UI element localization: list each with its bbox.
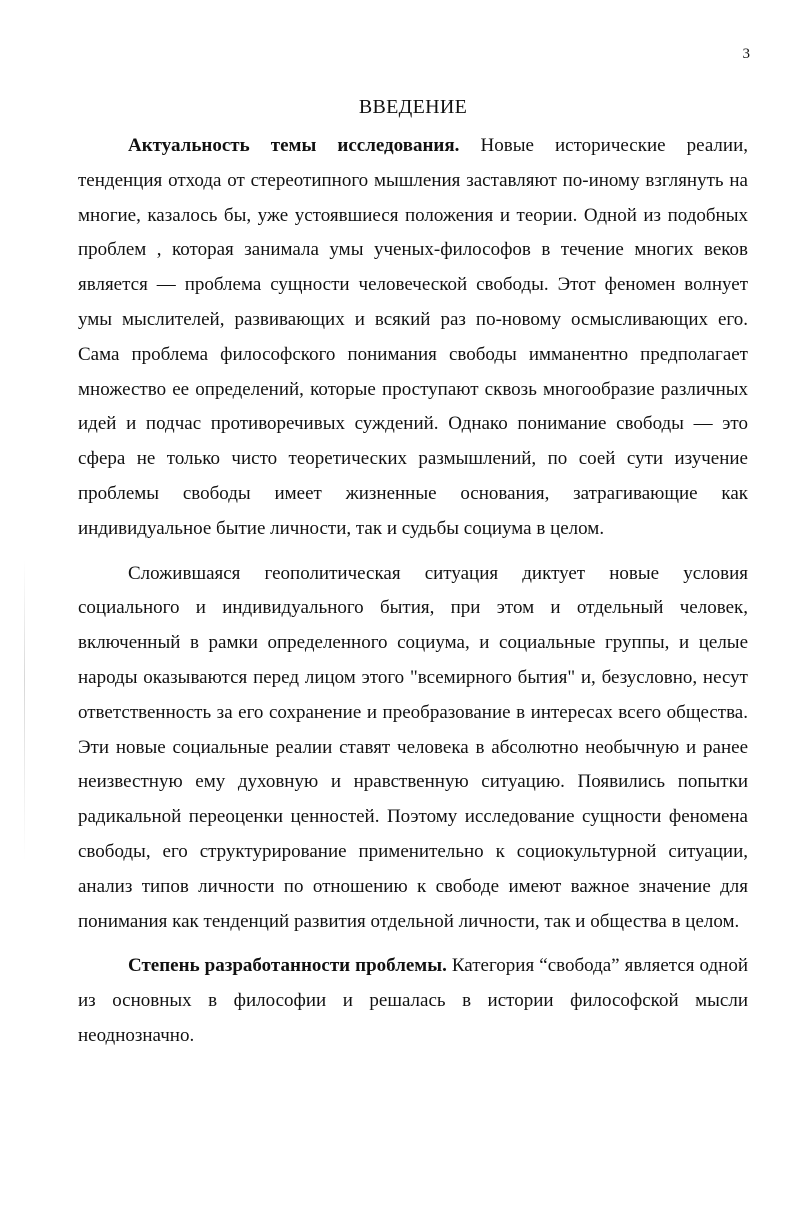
paragraph-degree-of-study bbox=[78, 949, 748, 1053]
paragraph-text: Категория “свобода” является одной из основных в философии и решалась в истории философской мысли неоднозначно. bbox=[78, 955, 749, 1046]
document-body bbox=[78, 96, 748, 1064]
scan-margin-mark bbox=[24, 560, 25, 860]
paragraph-text: Сложившаяся геополитическая ситуация диктует новые условия социального и индивидуального бытия, при этом и отдельный человек, включенный в рамки определенного социума, и социальные группы, и целые народы оказываются перед лицом этого "всемирного бытия" и, безусловно, несут ответственность за его сохранение и преобразование в интересах всего общества. Эти новые социальные реалии ставят человека в абсолютно необычную и ранее неизвестную ему духовную и нравственную ситуацию. Появились попытки радикальной переоценки ценностей. Поэтому исследование сущности феномена свободы, его структурирование применительно к социокультурной ситуации, анализ типов личности по отношению к свободе имеют важное значение для понимания как тенденций развития отдельной личности, так и общества в целом. bbox=[78, 562, 748, 932]
paragraph-geopolitics bbox=[78, 557, 748, 940]
paragraph-heading-relevance: Актуальность темы исследования. bbox=[128, 135, 460, 156]
paragraph-text: Новые исторические реалии, тенденция отхода от стереотипного мышления заставляют по-иному взглянуть на многие, казалось бы, уже устоявшиеся положения и теории. Одной из подобных проблем , которая занимала умы ученых-философов в течение многих веков является — проблема сущности человеческой свободы. Этот феномен волнует умы мыслителей, развивающих и всякий раз по-новому осмысливающих его. Сама проблема философского понимания свободы имманентно предполагает множество ее определений, которые проступают сквозь многообразие различных идей и подчас противоречивых суждений. Однако понимание свободы — это сфера не только чисто теоретических размышлений, по соей сути изучение проблемы свободы имеет жизненные основания, затрагивающие как индивидуальное бытие личности, так и судьбы социума в целом. bbox=[78, 135, 749, 539]
paragraph-relevance bbox=[78, 129, 748, 547]
page-number: 3 bbox=[742, 46, 750, 62]
paragraph-heading-degree: Степень разработанности проблемы. bbox=[128, 955, 447, 977]
section-title: ВВЕДЕНИЕ bbox=[358, 96, 468, 118]
